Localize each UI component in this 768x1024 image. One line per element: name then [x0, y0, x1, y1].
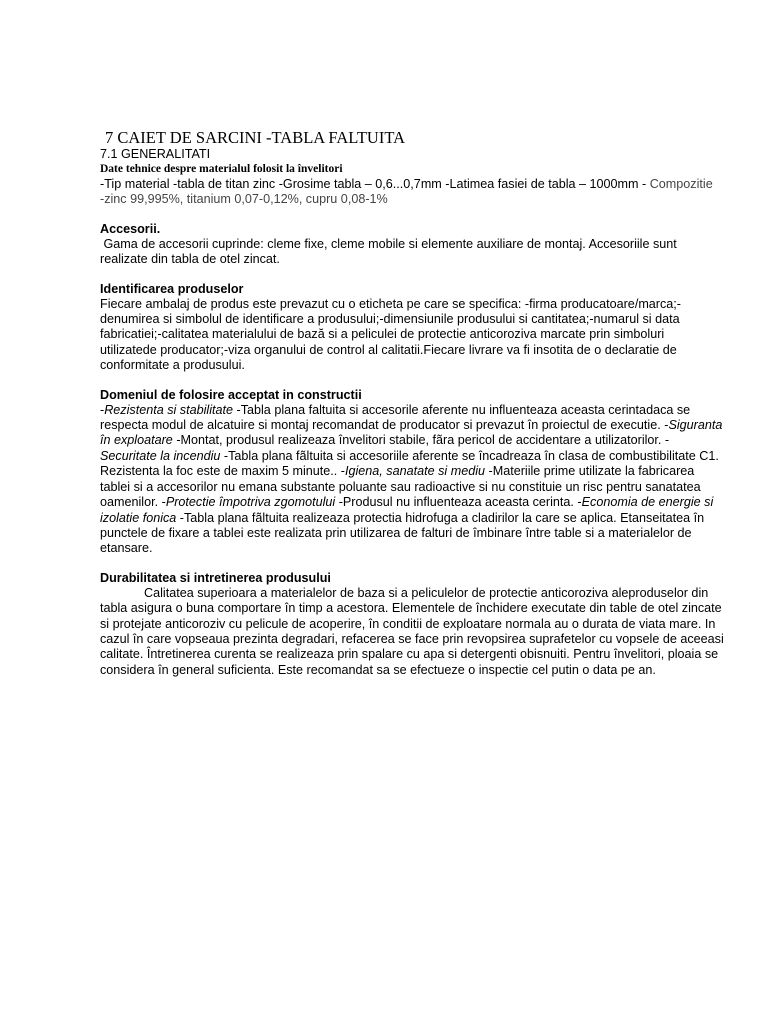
usage-text-part: -Materiile prime utilizate la fabricarea tablei si a accesorilor nu emana substante poluante sau radioactive si nu constituie un risc pentru sanatatea oamenilor. - — [100, 464, 701, 510]
identification-heading: Identificarea produselor — [100, 281, 244, 296]
technical-data-main: -Tip material -tabla de titan zinc -Grosime tabla – 0,6...0,7mm -Latimea fasiei de tabla – 1000mm - — [100, 177, 650, 191]
usage-term-safety: Siguranta în exploatare — [100, 418, 723, 448]
usage-text-part: -Montat, produsul realizeaza învelitori stabile, fãra pericol de accidentare a utilizatorilor. - — [172, 433, 670, 448]
document-page — [100, 128, 724, 678]
document-title: 7 CAIET DE SARCINI -TABLA FALTUITA — [105, 128, 406, 147]
identification-text: Fiecare ambalaj de produs este prevazut cu o eticheta pe care se specifica: -firma producatoare/marca;-denumirea si simbolul de identificare a produsului;-dimensiunile produsului si cantitatea;-numarul si data fabricatiei;-calitatea materialului de bază si a peliculei de protectie anticoroziva marcate prin simboluri utilizatede producator;-viza organului de control al calitatii.Fiecare livrare va fi insotita de o declaratie de conformitate a produsului. — [100, 296, 681, 373]
accessories-text: Gama de accesorii cuprinde: cleme fixe, cleme mobile si elemente auxiliare de montaj. Accesoriile sunt realizate din tabla de otel zincat. — [100, 236, 681, 267]
technical-data-text — [100, 177, 724, 208]
technical-data-heading: Date tehnice despre materialul folosit la învelitori — [100, 163, 343, 175]
section-number-heading: 7.1 GENERALITATI — [100, 147, 211, 161]
usage-term-fire: Securitate la incendiu — [100, 448, 221, 463]
durability-heading: Durabilitatea si intretinerea produsului — [100, 570, 331, 585]
usage-text-part: -Tabla plana fãltuita realizeaza protectia hidrofuga a cladirilor la care se aplica. Etanseitatea în punctele de fixare a tablei este realizata prin utilizarea de falturi de îmbinare între table si a materialelor de etansare. — [100, 510, 705, 556]
usage-term-energy: Economia de energie si izolatie fonica — [100, 495, 714, 525]
usage-text-part: -Tabla plana faltuita si accesorile aferente nu influenteaza aceasta cerintadaca se respecta modul de alcatuire si montaj recomandat de producator si prevazut în proiectul de executie. - — [100, 402, 691, 433]
usage-text-part: - — [100, 402, 105, 417]
technical-data-composition-label: Compozitie — [649, 177, 713, 191]
durability-body: Calitatea superioara a materialelor de baza si a peliculelor de protectie anticoroziva aleproduselor din tabla asigura o buna comportare în timp a acestora. Elementele de închidere executate din table de otel zincate si protejate anticoroziv cu pelicule de acoperire, în conditii de exploatare normala au o durata de viata mare. In cazul în care vopseaua prezinta degradari, refacerea se face prin revopsirea suprafetelor cu vopsele de aceeasi calitate. Întretinerea curenta se realizeaza prin spalare cu apa si detergenti obisnuiti. Pentru învelitori, ploaia se considera în general suficienta. Este recomandat sa se efectueze o inspectie cel putin o data pe an. — [100, 585, 724, 677]
usage-term-stability: Rezistenta si stabilitate — [104, 402, 234, 417]
accessories-heading: Accesorii. — [100, 221, 161, 236]
usage-domain-text — [100, 403, 724, 557]
durability-text — [100, 586, 724, 678]
usage-text-part: -Tabla plana fãltuita si accesoriile aferente se încadreaza în clasa de combustibilitate C1. Rezistenta la foc este de maxim 5 minute.. - — [100, 448, 719, 479]
usage-term-hygiene: Igiena, sanatate si mediu — [344, 464, 486, 479]
usage-term-noise: Protectie împotriva zgomotului — [165, 495, 336, 510]
technical-data-composition: -zinc 99,995%, titanium 0,07-0,12%, cupru 0,08-1% — [100, 192, 388, 207]
usage-text-part: -Produsul nu influenteaza aceasta cerinta. - — [335, 495, 582, 510]
usage-domain-heading: Domeniul de folosire acceptat in constructii — [100, 387, 362, 402]
